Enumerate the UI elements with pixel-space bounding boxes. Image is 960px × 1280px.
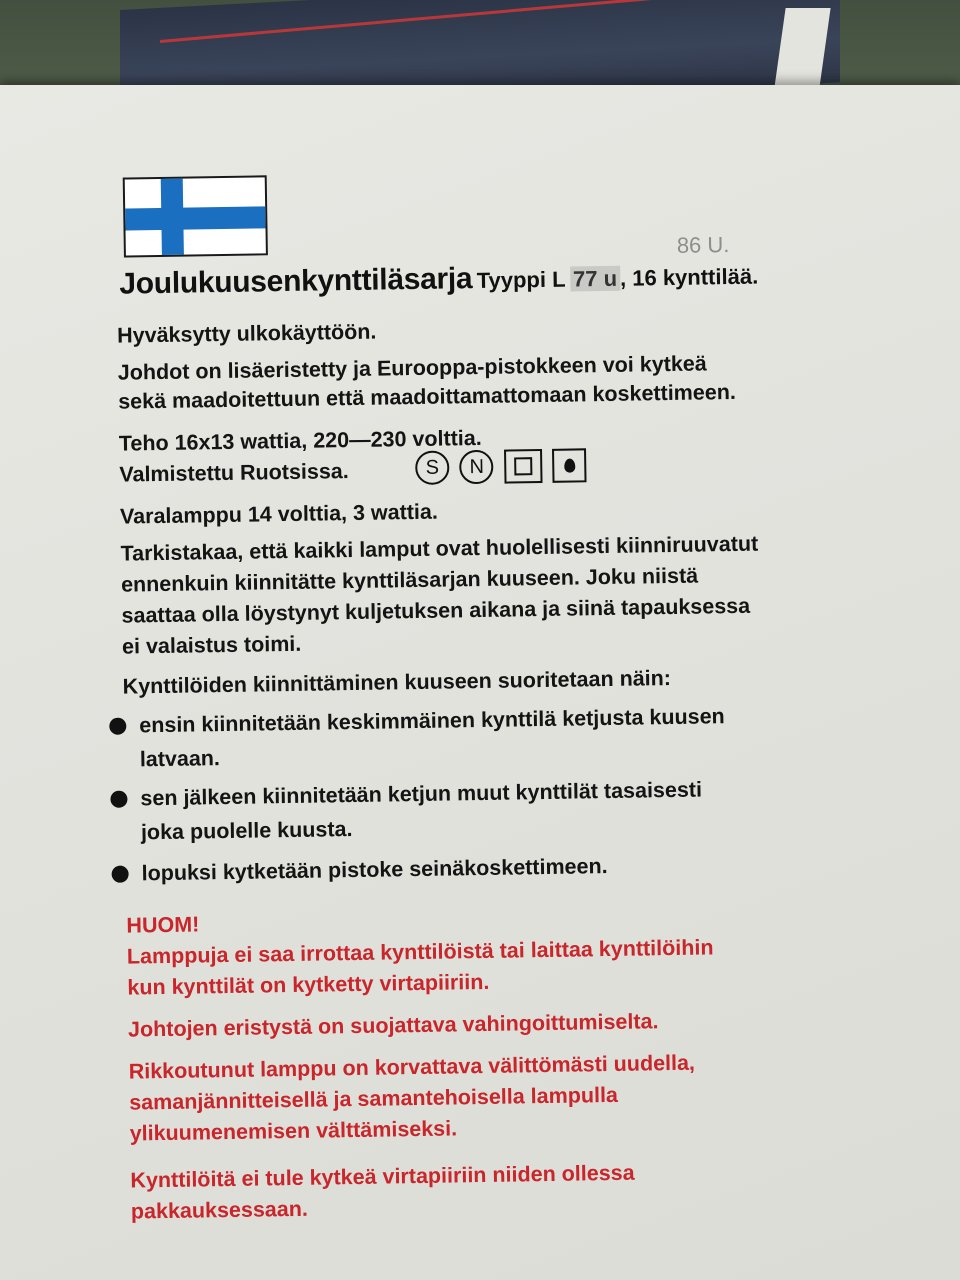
flag-cross-horizontal xyxy=(125,206,265,230)
list-item xyxy=(109,697,850,777)
made-in-text: Valmistettu Ruotsissa. xyxy=(119,459,349,487)
warning-4-line1: Kynttilöitä ei tule kytkeä virtapiiriin niiden ollessa xyxy=(130,1160,635,1193)
step-3-line1: lopuksi kytketään pistoke seinäkoskettimeen. xyxy=(141,854,608,886)
batch-stamp: 86 U. xyxy=(676,232,730,258)
bullet-icon xyxy=(110,791,127,808)
approval-symbols xyxy=(415,448,593,487)
check-text-line2: ennenkuin kiinnitätte kynttiläsarjan kuuseen. Joku niistä xyxy=(120,563,699,597)
list-item xyxy=(111,845,851,891)
power-text: Teho 16x13 wattia, 220—230 volttia. xyxy=(118,425,482,456)
warning-2: Johtojen eristystä on suojattava vahingoittumiselta. xyxy=(127,1009,659,1042)
bullet-icon xyxy=(112,866,129,883)
instructions-intro: Kynttilöiden kiinnittäminen kuuseen suoritetaan näin: xyxy=(122,666,672,699)
model-code: 77 u xyxy=(570,266,620,292)
check-text-line4: ei valaistus toimi. xyxy=(121,631,302,659)
s-mark-icon: S xyxy=(415,450,450,485)
step-1-line1: ensin kiinnitetään keskimmäinen kynttilä ketjusta kuusen xyxy=(139,704,725,738)
wires-text-line2: sekä maadoitettuun että maadoittamattomaan koskettimeen. xyxy=(118,379,737,414)
heading-row xyxy=(119,258,758,302)
bullet-icon xyxy=(109,718,126,735)
warning-3-line3: ylikuumenemisen välttämiseksi. xyxy=(129,1116,458,1146)
type-suffix: , 16 kynttilää. xyxy=(619,263,759,291)
step-2-line2: joka puolelle kuusta. xyxy=(140,817,353,845)
warning-1-line2: kun kynttilät on kytketty virtapiiriin. xyxy=(127,969,490,1000)
list-item xyxy=(110,770,851,850)
warning-4-line2: pakkauksessaan. xyxy=(130,1196,309,1224)
finnish-flag-icon xyxy=(123,175,268,257)
warning-label: HUOM! xyxy=(126,912,200,938)
drip-proof-icon xyxy=(552,448,587,483)
check-text-line3: saattaa olla löystynyt kuljetuksen aikana ja siinä tapauksessa xyxy=(121,593,751,628)
warning-3-line1: Rikkoutunut lamppu on korvattava välittömästi uudella, xyxy=(128,1050,696,1084)
warning-1-line1: Lamppuja ei saa irrottaa kynttilöistä tai laittaa kynttilöihin xyxy=(126,935,714,969)
product-title: Joulukuusenkynttiläsarja xyxy=(119,262,473,301)
step-2-line1: sen jälkeen kiinnitetään ketjun muut kynttilät tasaisesti xyxy=(140,777,703,811)
type-prefix: Tyyppi L xyxy=(476,266,566,294)
double-insulation-icon xyxy=(504,449,543,484)
approved-text: Hyväksytty ulkokäyttöön. xyxy=(116,319,377,348)
warning-3-line2: samanjännitteisellä ja samantehoisella lampulla xyxy=(129,1082,619,1115)
wires-text-line1: Johdot on lisäeristetty ja Eurooppa-pistokkeen voi kytkeä xyxy=(117,351,707,385)
step-1-line2: latvaan. xyxy=(139,746,221,772)
check-text-line1: Tarkistakaa, että kaikki lamput ovat huolellisesti kiinniruuvatut xyxy=(120,531,759,566)
n-mark-icon: N xyxy=(459,450,494,485)
spare-lamp-text: Varalamppu 14 volttia, 3 wattia. xyxy=(119,499,439,529)
